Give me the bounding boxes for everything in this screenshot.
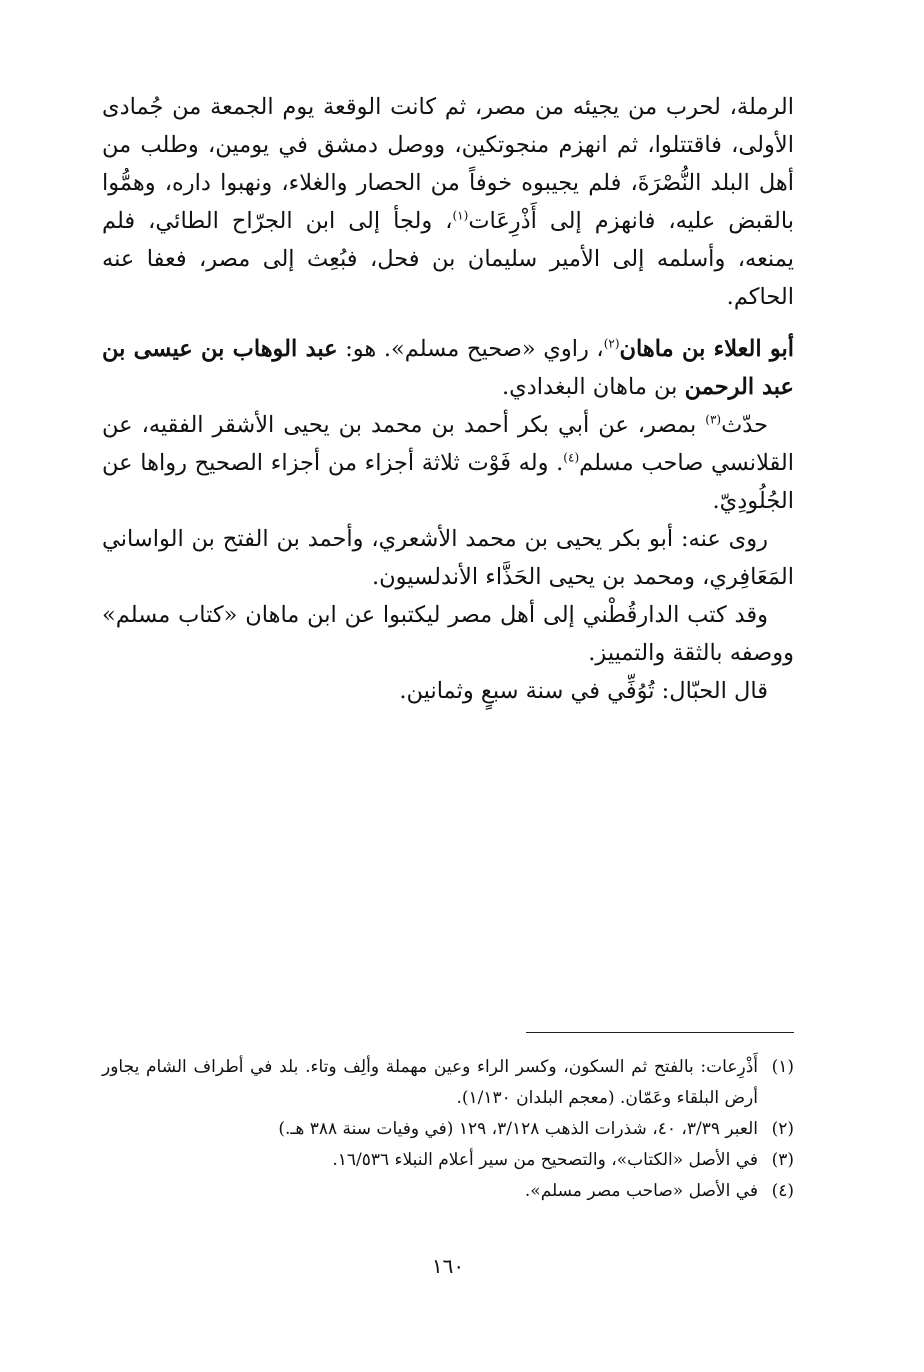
footnote-number: (١): [771, 1057, 794, 1077]
entry-intro: ، راوي «صحيح مسلم». هو:: [337, 336, 604, 362]
paragraph-1-text: الرملة، لحرب من يجيئه من مصر، ثم كانت الوقعة يوم الجمعة من جُمادى الأولى، فاقتتلوا، ثم انهزم منجوتكين، ووصل دمشق في يومين، وطلب من أهل البلد النُّصْرَةَ، فلم يجيبوه خوفاً من الحصار والغلاء، ونهبوا داره، وهمُّوا بالقبض عليه، فانهزم إلى أَذْرِعَات: [102, 94, 794, 234]
footnote-3: [102, 1145, 794, 1176]
page-number: ١٦٠: [431, 1254, 465, 1278]
footnote-ref-2: (٢): [603, 336, 620, 351]
footnote-divider: [526, 1032, 794, 1033]
entry-name-end: بن ماهان البغدادي.: [501, 374, 685, 400]
paragraph-1: [102, 88, 794, 316]
footnote-text: في الأصل «الكتاب»، والتصحيح من سير أعلام النبلاء ١٦/٥٣٦.: [332, 1150, 758, 1170]
paragraph-3: [102, 406, 794, 520]
footnote-number: (٤): [771, 1181, 794, 1201]
footnote-number: (٢): [771, 1119, 794, 1139]
footnote-ref-1: (١): [452, 208, 469, 223]
footnote-text: العبر ٣/٣٩، ٤٠، شذرات الذهب ٣/١٢٨، ١٢٩ (في وفيات سنة ٣٨٨ هـ.): [278, 1119, 758, 1139]
footnote-ref-4: (٤): [563, 450, 580, 465]
paragraph-3-start: حدّث: [721, 412, 768, 438]
footnotes: [102, 1052, 794, 1207]
paragraph-6: قال الحبّال: تُوُفِّي في سنة سبعٍ وثمانين.: [399, 678, 768, 704]
footnote-text: أَذْرِعات: بالفتح ثم السكون، وكسر الراء وعين مهملة وألِف وتاء. بلد في أطراف الشام يجاور أرض البلقاء وعَمّان. (معجم البلدان ١/١٣٠).: [102, 1057, 758, 1108]
paragraph-3-mid: بمصر، عن أبي بكر أحمد بن محمد بن يحيى الأشقر الفقيه، عن القلانسي صاحب مسلم: [102, 412, 794, 476]
footnote-4: [102, 1176, 794, 1207]
book-page: [102, 88, 794, 1328]
paragraph-5: وقد كتب الدارقُطْني إلى أهل مصر ليكتبوا عن ابن ماهان «كتاب مسلم» ووصفه بالثقة والتمييز.: [102, 602, 794, 666]
paragraph-4: روى عنه: أبو بكر يحيى بن محمد الأشعري، وأحمد بن الفتح بن الواساني المَعَافِري، ومحمد بن يحيى الحَذَّاء الأندلسيون.: [102, 526, 794, 590]
paragraph-2-heading: [102, 330, 794, 406]
footnote-text: في الأصل «صاحب مصر مسلم».: [524, 1181, 758, 1201]
main-text: [102, 88, 794, 710]
footnote-1: [102, 1052, 794, 1114]
footnote-number: (٣): [771, 1150, 794, 1170]
paragraph-1-end: ، ولجأ إلى ابن الجرّاح الطائي، فلم يمنعه، وأسلمه إلى الأمير سليمان بن فحل، فبُعِث إلى مصر، فعفا عنه الحاكم.: [102, 208, 794, 310]
footnote-2: [102, 1114, 794, 1145]
entry-title: أبو العلاء بن ماهان: [619, 336, 794, 362]
paragraph-3-end: . وله فَوْت ثلاثة أجزاء من أجزاء الصحيح رواها عن الجُلُودِيّ.: [102, 450, 794, 514]
footnote-ref-3: (٣): [705, 412, 722, 427]
entry-full-name: عبد الوهاب بن عيسى بن عبد الرحمن: [102, 336, 794, 400]
